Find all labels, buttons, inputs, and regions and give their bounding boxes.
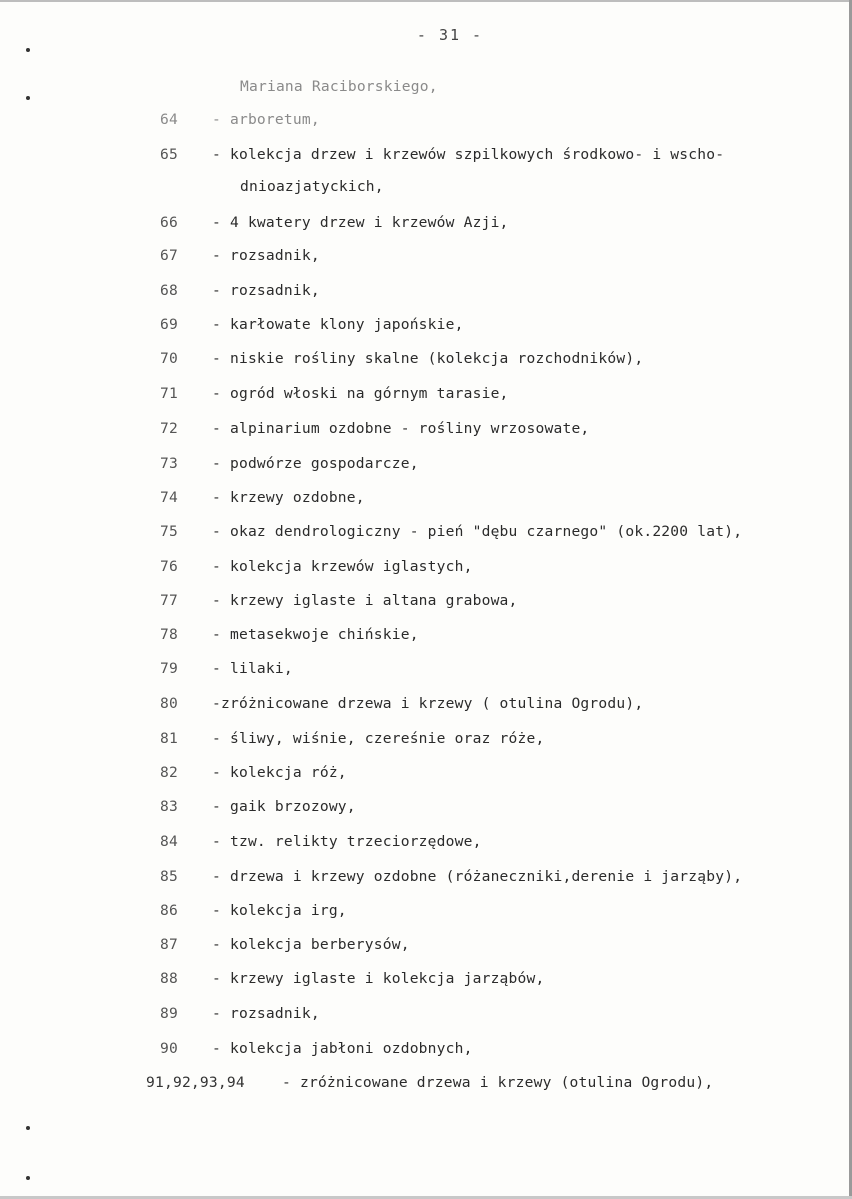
list-item-number: 86 [160,902,178,919]
list-item-text: - rozsadnik, [212,282,320,299]
list-item-number: 88 [160,970,178,987]
list-item-number: 91,92,93,94 [146,1074,245,1091]
list-item-number: 84 [160,833,178,850]
list-item-number: 69 [160,316,178,333]
list-item-text: - metasekwoje chińskie, [212,626,419,643]
list-item-number: 75 [160,523,178,540]
list-item-text: - okaz dendrologiczny - pień "dębu czarnego" (ok.2200 lat), [212,523,743,540]
list-item-number: 73 [160,455,178,472]
list-item-number: 78 [160,626,178,643]
list-item-text: dnioazjatyckich, [240,178,384,195]
list-item-number: 74 [160,489,178,506]
list-item-number: 76 [160,558,178,575]
list-item-text: - arboretum, [212,111,320,128]
list-item-text: - krzewy iglaste i kolekcja jarząbów, [212,970,545,987]
list-item-number: 64 [160,111,178,128]
list-item-text: - krzewy ozdobne, [212,489,365,506]
list-item-text: - rozsadnik, [212,1005,320,1022]
list-item-number: 77 [160,592,178,609]
list-item-text: - krzewy iglaste i altana grabowa, [212,592,518,609]
list-item-number: 89 [160,1005,178,1022]
punch-hole-mark [26,1176,30,1180]
list-item-text: - niskie rośliny skalne (kolekcja rozchodników), [212,350,644,367]
list-item-text: - gaik brzozowy, [212,798,356,815]
list-item-number: 85 [160,868,178,885]
punch-hole-mark [26,48,30,52]
list-item-text: - kolekcja jabłoni ozdobnych, [212,1040,473,1057]
list-item-number: 80 [160,695,178,712]
list-item-text: - podwórze gospodarcze, [212,455,419,472]
list-item-number: 65 [160,146,178,163]
list-item-text: - zróżnicowane drzewa i krzewy (otulina Ogrodu), [282,1074,714,1091]
list-item-text: - drzewa i krzewy ozdobne (różaneczniki,derenie i jarząby), [212,868,743,885]
list-item-text: - kolekcja berberysów, [212,936,410,953]
punch-hole-mark [26,1126,30,1130]
list-item-number: 70 [160,350,178,367]
list-item-text: - tzw. relikty trzeciorzędowe, [212,833,482,850]
list-item-number: 87 [160,936,178,953]
list-item-text: - lilaki, [212,660,293,677]
list-item-text: - kolekcja róż, [212,764,347,781]
list-item-text: - 4 kwatery drzew i krzewów Azji, [212,214,509,231]
list-item-number: 67 [160,247,178,264]
list-item-text: - kolekcja irg, [212,902,347,919]
list-item-text: Mariana Raciborskiego, [240,78,438,95]
list-item-text: - karłowate klony japońskie, [212,316,464,333]
list-item-number: 82 [160,764,178,781]
list-item-text: - ogród włoski na górnym tarasie, [212,385,509,402]
list-item-number: 83 [160,798,178,815]
list-item-number: 66 [160,214,178,231]
list-item-number: 68 [160,282,178,299]
list-item-text: - alpinarium ozdobne - rośliny wrzosowate, [212,420,590,437]
list-item-text: -zróżnicowane drzewa i krzewy ( otulina Ogrodu), [212,695,644,712]
page-number: - 31 - [416,26,484,44]
list-item-number: 79 [160,660,178,677]
list-item-text: - kolekcja drzew i krzewów szpilkowych środkowo- i wscho- [212,146,725,163]
list-item-text: - kolekcja krzewów iglastych, [212,558,473,575]
page-top-edge [0,0,852,2]
list-item-number: 90 [160,1040,178,1057]
list-item-number: 72 [160,420,178,437]
list-item-text: - śliwy, wiśnie, czereśnie oraz róże, [212,730,545,747]
list-item-text: - rozsadnik, [212,247,320,264]
list-item-number: 71 [160,385,178,402]
punch-hole-mark [26,96,30,100]
list-item-number: 81 [160,730,178,747]
